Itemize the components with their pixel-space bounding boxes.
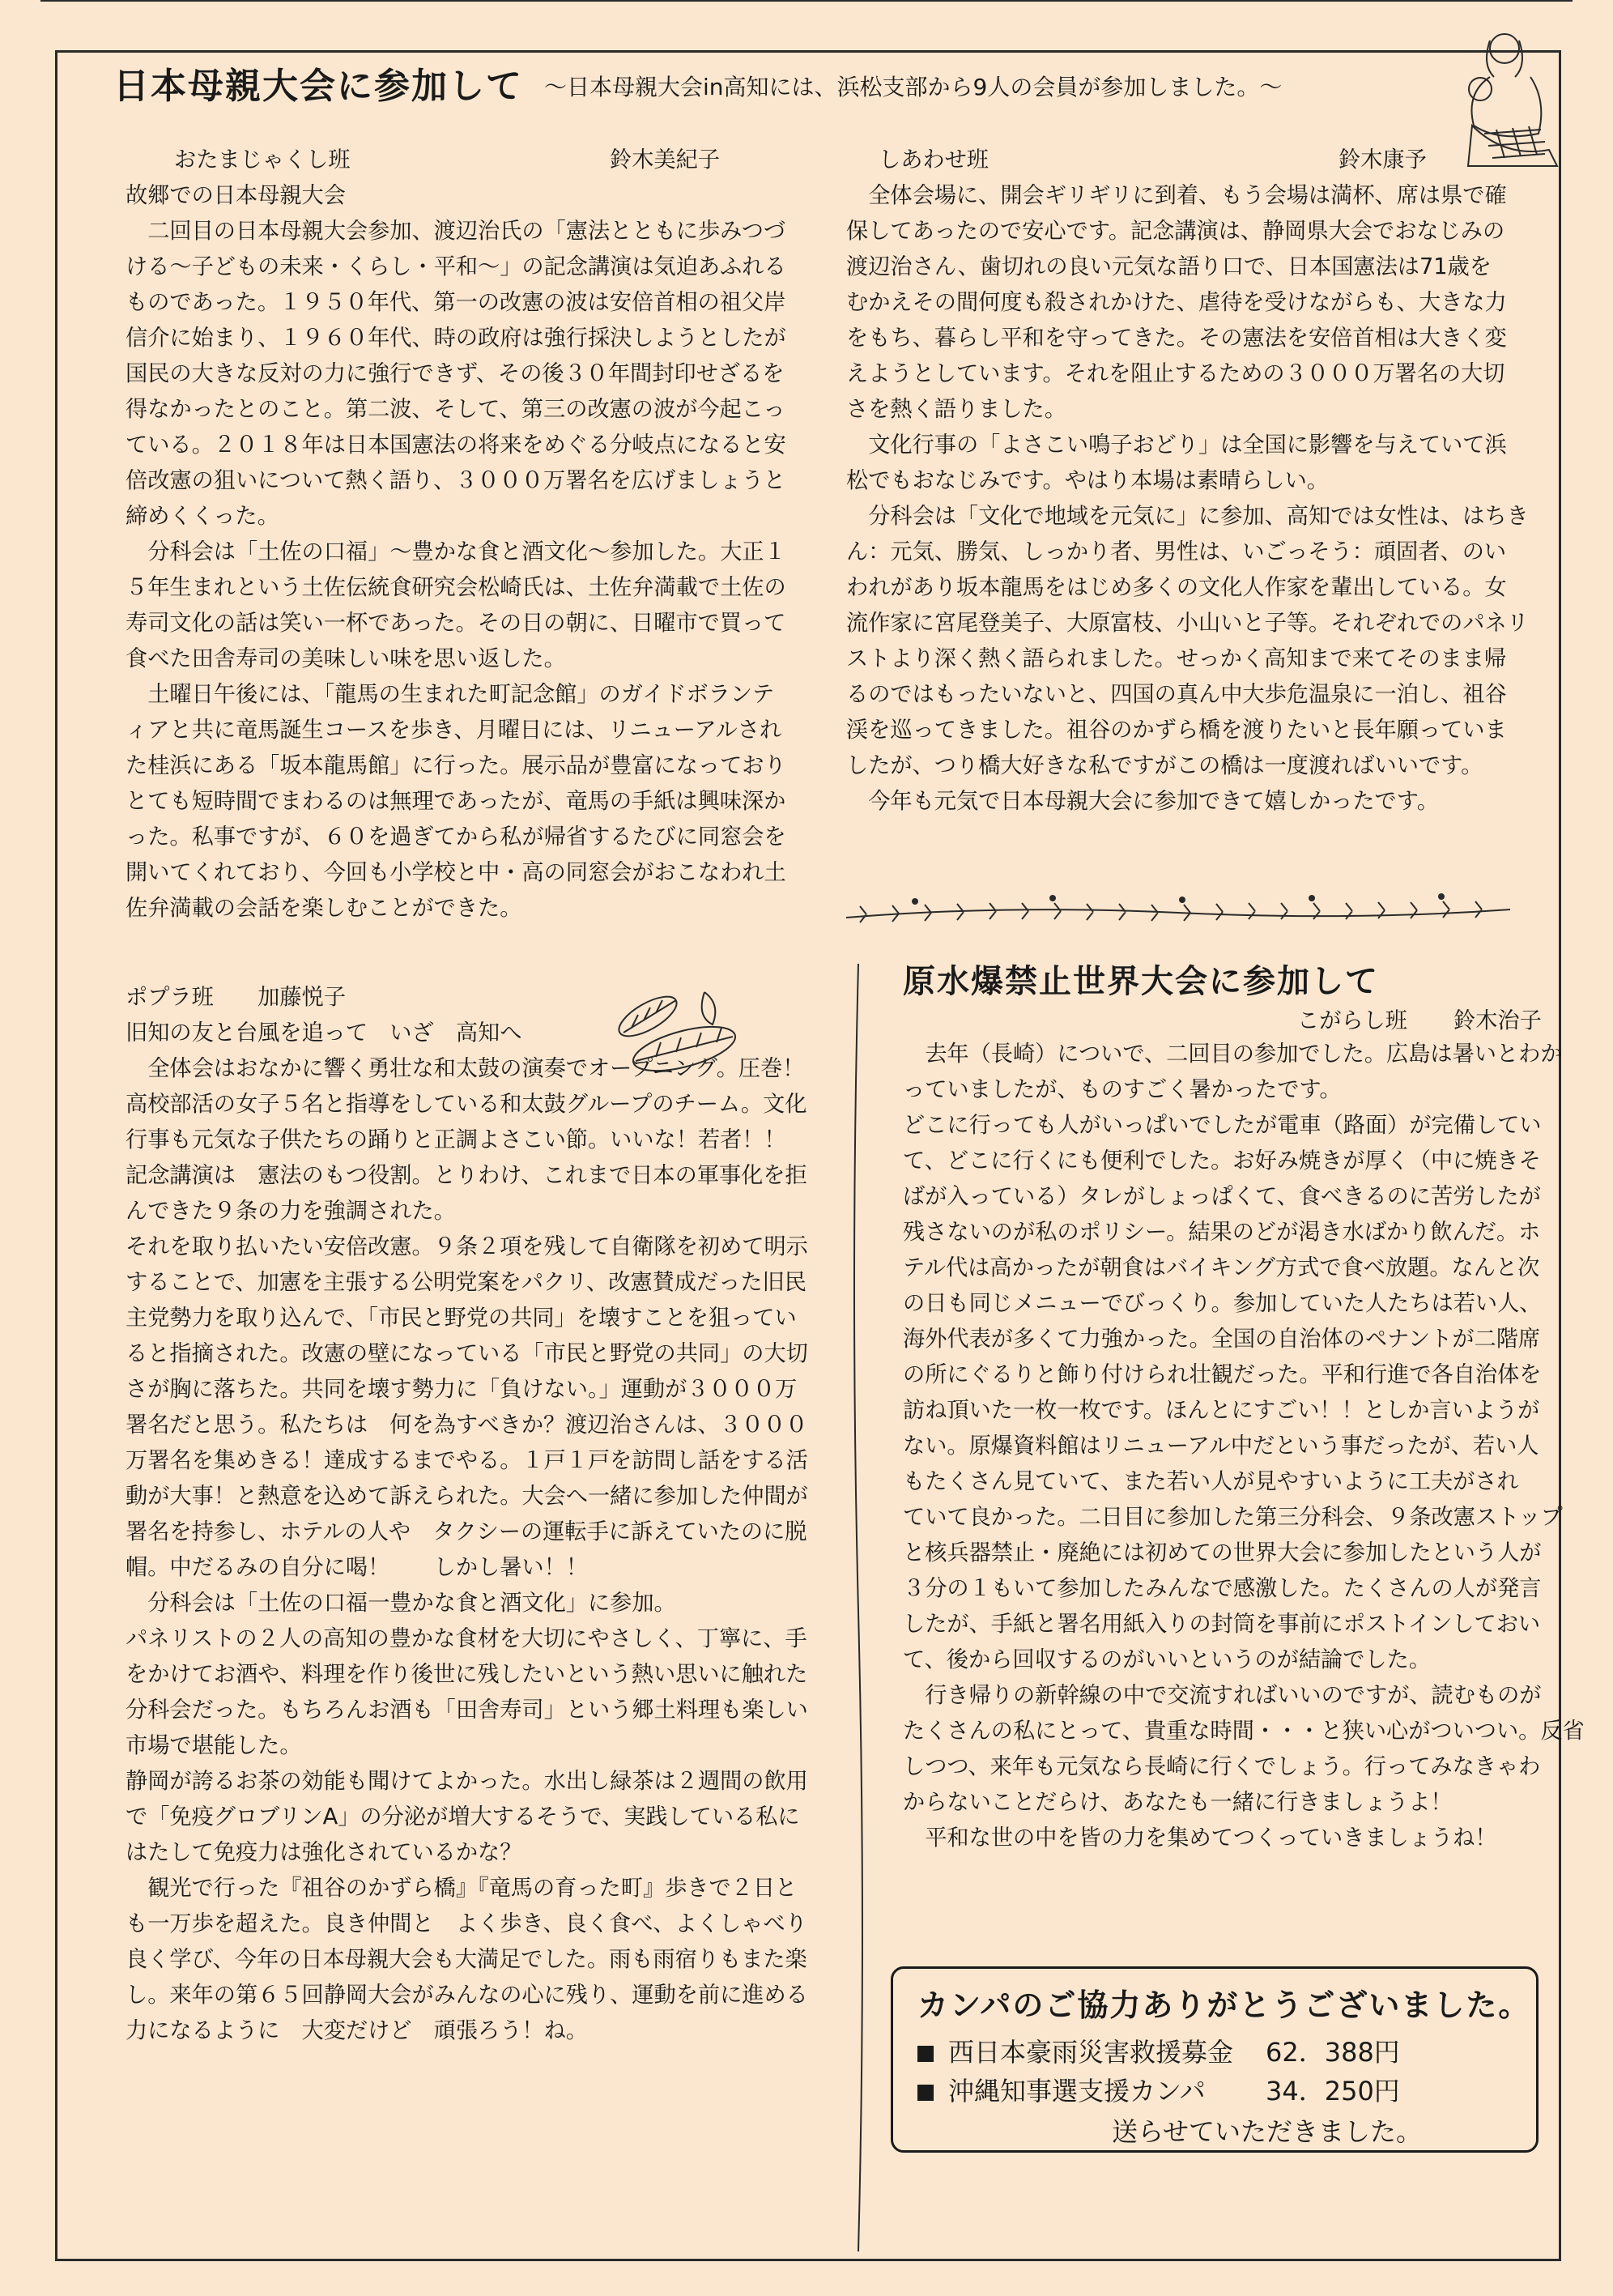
page-subtitle: ～日本母親大会in高知には、浜松支部から9人の会員が参加しました。～ <box>544 74 1283 100</box>
text-line: 締めくくった。 <box>126 504 279 529</box>
text-line: も一万歩を超えた。良き仲間と よく歩き、良く食べ、よくしゃべり <box>126 1911 807 1936</box>
section2-byline-group: こがらし班 <box>1297 1008 1407 1033</box>
text-line: からないことだらけ、あなたも一緒に行きましょうよ！ <box>903 1790 1453 1815</box>
text-line: 残さないのが私のポリシー。結果のどが渇き水ばかり飲んだ。ホ <box>903 1220 1541 1245</box>
text-line: 渡辺治さん、歯切れの良い元気な語り口で、日本国憲法は71歳を <box>846 254 1492 279</box>
text-line: と核兵器禁止・廃絶には初めての世界大会に参加したという人が <box>903 1540 1542 1565</box>
section2-byline-author: 鈴木治子 <box>1453 1008 1542 1033</box>
byline-author: 鈴木康予 <box>1338 147 1427 173</box>
thanks-row <box>917 2071 1400 2108</box>
text-line: の日も同じメニューでびっくり。参加していた人たちは若い人、 <box>903 1291 1542 1316</box>
leaves-illustration <box>599 976 745 1081</box>
byline-author: 鈴木美紀子 <box>610 147 720 173</box>
text-line: ている。２０１８年は日本国憲法の将来をめぐる分岐点になると安 <box>126 432 786 458</box>
thanks-footer: 送らせていただきました。 <box>1112 2116 1423 2147</box>
right-column-top <box>846 143 1529 820</box>
text-line: 土曜日午後には、「龍馬の生まれた町記念館」のガイドボランテ <box>126 682 775 707</box>
thanks-box <box>891 1966 1539 2153</box>
text-line: 旧知の友と台風を追って いざ 高知へ <box>126 1020 522 1046</box>
text-line: 分科会だった。もちろんお酒も「田舎寿司」という郷土料理も楽しい <box>126 1698 808 1723</box>
text-line: 全体会場に、開会ギリギリに到着、もう会場は満杯、席は県で確 <box>846 183 1507 208</box>
text-line: 流作家に宮尾登美子、大原富枝、小山いと子等。それぞれでのパネリ <box>846 611 1529 636</box>
text-line: るのではもったいないと、四国の真ん中大歩危温泉に一泊し、祖谷 <box>846 682 1507 707</box>
thanks-row-amount: 62．388円 <box>1266 2037 1400 2068</box>
text-line: で「免疫グロブリンA」の分泌が増大するそうで、実践している私に <box>126 1804 800 1830</box>
text-line: むかえその間何度も殺されかけた、虐待を受けながらも、大きな力 <box>846 290 1507 315</box>
text-line: 倍改憲の狙いについて熱く語り、３０００万署名を広げましょうと <box>126 468 786 493</box>
text-line: することで、加憲を主張する公明党案をパクリ、改憲賛成だった旧民 <box>126 1270 806 1295</box>
text-line: 文化行事の「よさこい鳴子おどり」は全国に影響を与えていて浜 <box>846 432 1507 458</box>
text-line: したが、手紙と署名用紙入りの封筒を事前にポストインしておい <box>903 1612 1541 1637</box>
text-line: しつつ、来年も元気なら長崎に行くでしょう。行ってみなきゃわ <box>903 1754 1541 1779</box>
text-line: 行事も元気な子供たちの踊りと正調よさこい節。いいな！若者！！ <box>126 1127 786 1152</box>
text-line: た桂浜にある「坂本龍馬館」に行った。展示品が豊富になっており <box>126 753 786 778</box>
text-line: った。私事ですが、６０を過ぎてから私が帰省するたびに同窓会を <box>126 824 786 850</box>
text-line: をかけてお酒や、料理を作り後世に残したいという熱い思いに触れた <box>126 1662 808 1687</box>
text-line: 力になるように 大変だけど 頑張ろう！ね。 <box>126 2018 588 2043</box>
text-line: をもち、暮らし平和を守ってきた。その憲法を安倍首相は大きく変 <box>846 326 1507 351</box>
text-line: 平和な世の中を皆の力を集めてつくっていきましょうね！ <box>903 1825 1497 1851</box>
text-line: はたして免疫力は強化されているかな？ <box>126 1840 522 1865</box>
article2-byline: ポプラ班 加藤悦子 <box>126 985 346 1010</box>
text-line: 高校部活の女子５名と指導をしている和太鼓グループのチーム。文化 <box>126 1092 807 1117</box>
text-line: 二回目の日本母親大会参加、渡辺治氏の「憲法とともに歩みつづ <box>126 219 786 244</box>
text-line: んできた９条の力を強調された。 <box>126 1199 456 1224</box>
square-bullet-icon <box>917 2046 934 2062</box>
text-line: の所にぐるりと飾り付けられ壮観だった。平和行進で各自治体を <box>903 1362 1542 1387</box>
text-line: 主党勢力を取り込んで、「市民と野党の共同」を壊すことを狙ってい <box>126 1306 797 1331</box>
text-line: 海外代表が多くて力強かった。全国の自治体のペナントが二階席 <box>903 1327 1541 1352</box>
text-line: 分科会は「土佐の口福」～豊かな食と酒文化～参加した。大正１ <box>126 539 786 564</box>
text-line: とても短時間でまわるのは無理であったが、竜馬の手紙は興味深か <box>126 789 786 814</box>
text-line: 良く学び、今年の日本母親大会も大満足でした。雨も雨宿りもまた楽 <box>126 1947 807 1972</box>
text-line: 全体会はおなかに響く勇壮な和太鼓の演奏でオープニング。圧巻！ <box>126 1056 805 1081</box>
square-bullet-icon <box>917 2085 934 2101</box>
text-line: て、どこに行くにも便利でした。お好み焼きが厚く（中に焼きそ <box>903 1148 1541 1174</box>
text-line: 観光で行った『祖谷のかずら橋』『竜馬の育った町』歩きで２日と <box>126 1876 798 1901</box>
text-line: それを取り払いたい安倍改憲。９条２項を残して自衛隊を初めて明示 <box>126 1234 808 1259</box>
text-line: 故郷での日本母親大会 <box>126 183 346 208</box>
text-line: ストより深く熱く語られました。せっかく高知まで来てそのまま帰 <box>846 646 1507 671</box>
vertical-divider <box>846 964 870 2251</box>
text-line: 市場で堪能した。 <box>126 1733 302 1758</box>
text-line: 訪ね頂いた一枚一枚です。ほんとにすごい！！としか言いようが <box>903 1398 1540 1423</box>
text-line: 今年も元気で日本母親大会に参加できて嬉しかったです。 <box>846 789 1439 814</box>
page-title: 日本母親大会に参加して <box>113 66 523 107</box>
text-line: さが胸に落ちた。共同を壊す勢力に「負けない。」運動が３０００万 <box>126 1377 798 1402</box>
section2-title: 原水爆禁止世界大会に参加して <box>903 963 1379 1000</box>
text-line: ３分の１もいて参加したみんなで感激した。たくさんの人が発言 <box>903 1576 1542 1601</box>
text-line: 開いてくれており、今回も小学校と中・高の同窓会がおこなわれ土 <box>126 860 786 885</box>
text-line: 静岡が誇るお茶の効能も聞けてよかった。水出し緑茶は２週間の飲用 <box>126 1769 808 1794</box>
text-line: ものであった。１９５０年代、第一の改憲の波は安倍首相の祖父岸 <box>126 290 786 315</box>
text-line: ィアと共に竜馬誕生コースを歩き、月曜日には、リニューアルされ <box>126 718 782 743</box>
text-line: もたくさん見ていて、また若い人が見やすいように工夫がされ <box>903 1469 1519 1494</box>
text-line: ると指摘された。改憲の壁になっている「市民と野党の共同」の大切 <box>126 1341 808 1366</box>
text-line: ５年生まれという土佐伝統食研究会松崎氏は、土佐弁満載で土佐の <box>126 575 786 600</box>
text-line: テル代は高かったが朝食はバイキング方式で食べ放題。なんと次 <box>903 1255 1540 1280</box>
text-line: 万署名を集めきる！達成するまでやる。１戸１戸を訪問し話をする活 <box>126 1448 808 1473</box>
left-column <box>126 143 818 2049</box>
text-line: 寿司文化の話は笑い一杯であった。その日の朝に、日曜市で買って <box>126 611 786 636</box>
text-line: えようとしています。それを阻止するための３０００万署名の大切 <box>846 361 1505 386</box>
byline-group: しあわせ班 <box>879 147 989 173</box>
text-line: ていて良かった。二日目に参加した第三分科会、９条改憲ストップ <box>903 1505 1563 1530</box>
text-line: 渓を巡ってきました。祖谷のかずら橋を渡りたいと長年願っていま <box>846 718 1507 743</box>
text-line: 信介に始まり、１９６０年代、時の政府は強行採決しようとしたが <box>126 326 786 351</box>
text-line: パネリストの２人の高知の豊かな食材を大切にやさしく、丁寧に、手 <box>126 1626 807 1651</box>
garland-divider <box>842 887 1514 935</box>
text-line: 得なかったとのこと。第二波、そして、第三の改憲の波が今起こっ <box>126 397 785 422</box>
text-line: どこに行っても人がいっぱいでしたが電車（路面）が完備してい <box>903 1113 1542 1138</box>
right-column-bottom <box>903 1037 1585 1856</box>
text-line: 佐弁満載の会話を楽しむことができた。 <box>126 896 522 921</box>
text-line: さを熱く語りました。 <box>846 397 1066 422</box>
text-line: 署名だと思う。私たちは 何を為すべきか？渡辺治さんは、３０００ <box>126 1412 808 1438</box>
text-line: 去年（長崎）についで、二回目の参加でした。広島は暑いとわか <box>903 1042 1563 1067</box>
text-line: 記念講演は 憲法のもつ役割。とりわけ、これまで日本の軍事化を拒 <box>126 1163 807 1188</box>
text-line: ない。原爆資料館はリニューアル中だという事だったが、若い人 <box>903 1433 1539 1459</box>
text-line: ん：元気、勝気、しっかり者、男性は、いごっそう：頑固者、のい <box>846 539 1507 564</box>
thanks-row-amount: 34．250円 <box>1266 2076 1400 2106</box>
text-line: たくさんの私にとって、貴重な時間・・・と狭い心がついつい。反省 <box>903 1719 1585 1744</box>
text-line: 動が大事！と熱意を込めて訴えられた。大会へ一緒に参加した仲間が <box>126 1484 808 1509</box>
thanks-row-label: 沖縄知事選支援カンパ <box>948 2076 1206 2106</box>
top-rule <box>40 0 1573 2</box>
text-line: 分科会は「文化で地域を元気に」に参加、高知では女性は、はちき <box>846 504 1529 529</box>
text-line: 署名を持参し、ホテルの人や タクシーの運転手に訴えていたのに脱 <box>126 1519 807 1544</box>
text-line: ける～子どもの未来・くらし・平和～」の記念講演は気迫あふれる <box>126 254 786 279</box>
thanks-row <box>917 2032 1400 2069</box>
text-line: したが、つり橋大好きな私ですがこの橋は一度渡ればいいです。 <box>846 753 1483 778</box>
text-line: ばが入っている）タレがしょっぱくて、食べきるのに苦労したが <box>903 1184 1541 1209</box>
thanks-row-label: 西日本豪雨災害救援募金 <box>948 2037 1234 2068</box>
text-line: 国民の大きな反対の力に強行できず、その後３０年間封印せざるを <box>126 361 785 386</box>
text-line: 松でもおなじみです。やはり本場は素晴らしい。 <box>846 468 1329 493</box>
text-line: われがあり坂本龍馬をはじめ多くの文化人作家を輩出している。女 <box>846 575 1507 600</box>
text-line: て、後から回収するのがいいというのが結論でした。 <box>903 1647 1431 1672</box>
text-line: 行き帰りの新幹線の中で交流すればいいのですが、読むものが <box>903 1683 1542 1708</box>
text-line: 保してあったので安心です。記念講演は、静岡県大会でおなじみの <box>846 219 1505 244</box>
byline-group: おたまじゃくし班 <box>174 147 351 173</box>
text-line: 分科会は「土佐の口福一豊かな食と酒文化」に参加。 <box>126 1591 676 1616</box>
text-line: 食べた田舎寿司の美味しい味を思い返した。 <box>126 646 566 671</box>
article1-byline <box>126 143 818 178</box>
text-line: っていましたが、ものすごく暑かったです。 <box>903 1077 1342 1102</box>
text-line: 帽。中だるみの自分に喝！ しかし暑い！！ <box>126 1555 588 1580</box>
article3-byline <box>846 143 1462 178</box>
thanks-title: カンパのご協力ありがとうございました。 <box>917 1987 1531 2023</box>
text-line: し。来年の第６５回静岡大会がみんなの心に残り、運動を前に進める <box>126 1983 808 2008</box>
